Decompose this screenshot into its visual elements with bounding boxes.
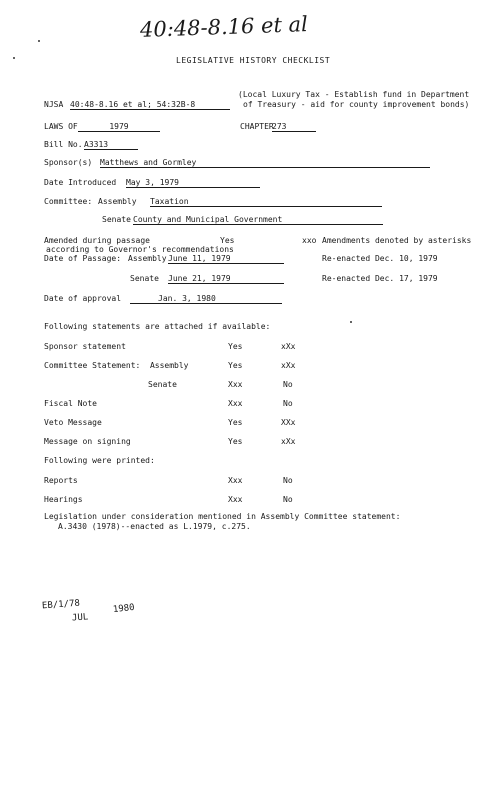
amended-yes: Yes (220, 236, 235, 245)
hearings-yes: Xxx (228, 495, 243, 504)
committee-statement-assembly-yes: Yes (228, 361, 243, 370)
committee-assembly-label: Assembly (98, 197, 137, 206)
committee-label: Committee: (44, 197, 93, 206)
reports-no: No (283, 476, 293, 485)
laws-of-label: LAWS OF (44, 122, 78, 131)
stamp-year: 1980 (112, 602, 136, 616)
amended-label: Amended during passage (44, 236, 150, 245)
description-line-2: of Treasury - aid for county improvement bonds) (243, 100, 470, 109)
sponsor-statement-label: Sponsor statement (44, 342, 126, 351)
sponsors-value: Matthews and Gormley (100, 158, 430, 168)
hearings-label: Hearings (44, 495, 83, 504)
amended-no-mark: xxo (302, 236, 317, 245)
passage-senate-value: June 21, 1979 (168, 274, 284, 284)
doc-title: LEGISLATIVE HISTORY CHECKLIST (176, 56, 331, 65)
message-on-signing-label: Message on signing (44, 437, 131, 446)
scan-speck (38, 40, 40, 42)
passage-assembly-label: Assembly (128, 254, 167, 263)
sponsor-statement-yes: Yes (228, 342, 243, 351)
njsa-label: NJSA (44, 100, 64, 109)
committee-statement-senate-no: No (283, 380, 293, 389)
fiscal-note-no: No (283, 399, 293, 408)
njsa-value: 40:48-8.16 et al; 54:32B-8 (70, 100, 230, 110)
passage-senate-label: Senate (130, 274, 159, 283)
stamp-month: JUL (71, 612, 89, 624)
legislation-note-line-1: Legislation under consideration mentioned in Assembly Committee statement: (44, 512, 401, 521)
bill-no-label: Bill No. (44, 140, 83, 149)
committee-statement-senate-label: Senate (148, 380, 177, 389)
committee-statement-senate-yes: Xxx (228, 380, 243, 389)
date-introduced-value: May 3, 1979 (126, 178, 260, 188)
amended-note: Amendments denoted by asterisks (322, 236, 472, 245)
passage-assembly-value: June 11, 1979 (168, 254, 284, 264)
description-line-1: (Local Luxury Tax - Establish fund in Department (238, 90, 470, 99)
passage-label: Date of Passage: (44, 254, 122, 263)
stamp-code: EB/1/78 (41, 598, 81, 612)
committee-assembly-value: Taxation (150, 197, 382, 207)
sponsors-label: Sponsor(s) (44, 158, 93, 167)
bill-no-value: A3313 (84, 140, 138, 150)
reports-yes: Xxx (228, 476, 243, 485)
legislation-note-line-2: A.3430 (1978)--enacted as L.1979, c.275. (58, 522, 251, 531)
amended-sub-note: according to Governor's recommendations (46, 245, 234, 254)
committee-senate-value: County and Municipal Government (133, 215, 383, 225)
reenacted-1: Re-enacted Dec. 10, 1979 (322, 254, 438, 263)
fiscal-note-yes: Xxx (228, 399, 243, 408)
laws-of-value: 1979 (78, 122, 160, 132)
handwritten-citation: 40:48-8.16 et al (139, 12, 309, 42)
committee-statement-assembly-no: xXx (281, 361, 296, 370)
veto-message-yes: Yes (228, 418, 243, 427)
fiscal-note-label: Fiscal Note (44, 399, 97, 408)
committee-statement-assembly-label: Committee Statement: Assembly (44, 361, 189, 370)
message-on-signing-no: xXx (281, 437, 296, 446)
statements-heading: Following statements are attached if available: (44, 322, 271, 331)
veto-message-label: Veto Message (44, 418, 102, 427)
hearings-no: No (283, 495, 293, 504)
chapter-label: CHAPTER (240, 122, 274, 131)
reports-label: Reports (44, 476, 78, 485)
scan-speck (13, 57, 15, 59)
sponsor-statement-no: xXx (281, 342, 296, 351)
veto-message-no: XXx (281, 418, 296, 427)
date-introduced-label: Date Introduced (44, 178, 117, 187)
committee-senate-label: Senate (102, 215, 131, 224)
printed-heading: Following were printed: (44, 456, 155, 465)
scan-speck (350, 321, 352, 323)
approval-value: Jan. 3, 1980 (130, 294, 282, 304)
reenacted-2: Re-enacted Dec. 17, 1979 (322, 274, 438, 283)
approval-label: Date of approval (44, 294, 122, 303)
chapter-value: 273 (272, 122, 316, 132)
message-on-signing-yes: Yes (228, 437, 243, 446)
